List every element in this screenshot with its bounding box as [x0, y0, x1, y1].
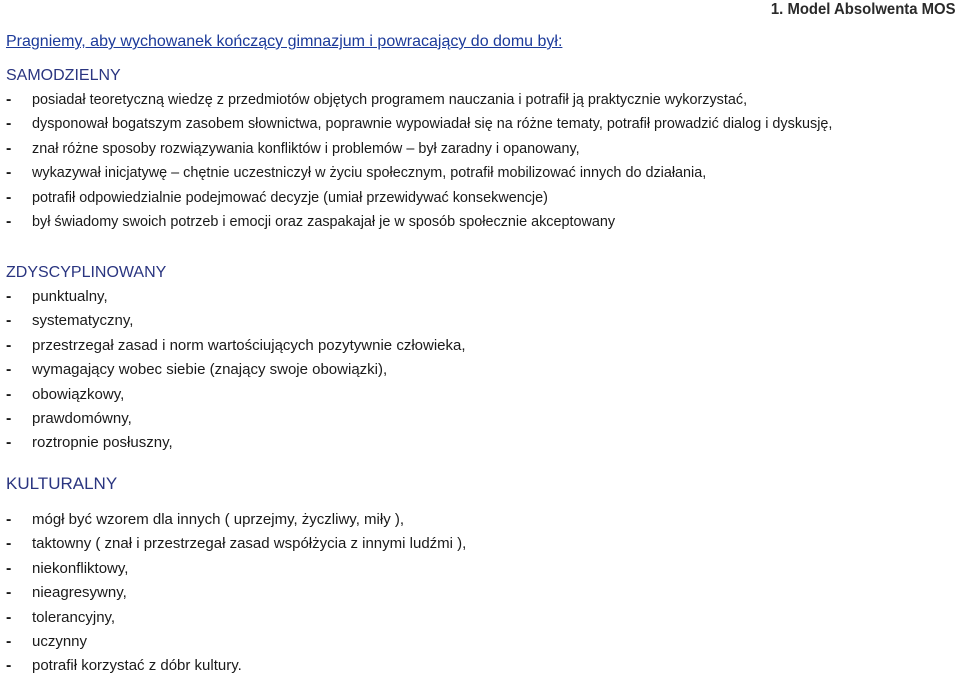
list-item — [6, 431, 956, 455]
section-zdyscyplinowany — [6, 261, 956, 456]
dash-bullet-icon: - — [6, 657, 12, 675]
document-title: 1. Model Absolwenta MOS — [771, 1, 956, 18]
list-item — [6, 358, 956, 382]
list-item-text: wymagający wobec siebie (znający swoje obowiązki), — [32, 361, 388, 379]
dash-bullet-icon: - — [6, 361, 12, 379]
dash-bullet-icon: - — [6, 633, 12, 651]
list-item — [6, 557, 956, 581]
list-item — [6, 407, 956, 431]
list-item — [6, 630, 956, 654]
dash-bullet-icon: - — [6, 535, 12, 553]
section-samodzielny — [6, 64, 956, 234]
list-item — [6, 285, 956, 309]
list-item-text: znał różne sposoby rozwiązywania konfliktów i problemów – był zaradny i opanowany, — [32, 140, 580, 157]
section-heading: SAMODZIELNY — [6, 67, 121, 84]
dash-bullet-icon: - — [6, 91, 12, 108]
intro-sentence: Pragniemy, aby wychowanek kończący gimnazjum i powracający do domu był: — [6, 33, 563, 50]
section-heading: KULTURALNY — [6, 474, 118, 493]
dash-bullet-icon: - — [6, 511, 12, 528]
list-item-text: roztropnie posłuszny, — [32, 434, 173, 452]
dash-bullet-icon: - — [6, 213, 12, 231]
list-item — [6, 532, 956, 556]
trait-list — [6, 285, 956, 456]
list-item — [6, 112, 956, 136]
list-item-text: punktualny, — [32, 288, 108, 305]
list-item-text: mógł być wzorem dla innych ( uprzejmy, życzliwy, miły ), — [32, 511, 405, 528]
list-item — [6, 508, 956, 532]
trait-list — [6, 88, 956, 234]
list-item-text: obowiązkowy, — [32, 385, 125, 403]
list-item — [6, 210, 956, 234]
section-kulturalny — [6, 472, 956, 679]
list-item-text: przestrzegał zasad i norm wartościujących pozytywnie człowieka, — [32, 336, 466, 354]
trait-list — [6, 508, 956, 679]
dash-bullet-icon: - — [6, 312, 12, 330]
dash-bullet-icon: - — [6, 336, 12, 354]
dash-bullet-icon: - — [6, 288, 12, 305]
list-item — [6, 137, 956, 161]
dash-bullet-icon: - — [6, 608, 12, 626]
list-item-text: taktowny ( znał i przestrzegał zasad współżycia z innymi ludźmi ), — [32, 535, 467, 553]
dash-bullet-icon: - — [6, 188, 12, 206]
list-item — [6, 309, 956, 333]
list-item-text: wykazywał inicjatywę – chętnie uczestniczył w życiu społecznym, potrafił mobilizować innych do działania, — [32, 165, 707, 182]
dash-bullet-icon: - — [6, 164, 12, 182]
list-item-text: niekonfliktowy, — [32, 559, 129, 577]
dash-bullet-icon: - — [6, 115, 12, 133]
list-item — [6, 334, 956, 358]
list-item-text: potrafił korzystać z dóbr kultury. — [32, 657, 242, 675]
dash-bullet-icon: - — [6, 559, 12, 577]
section-heading: ZDYSCYPLINOWANY — [6, 264, 167, 281]
dash-bullet-icon: - — [6, 139, 12, 157]
list-item-text: prawdomówny, — [32, 410, 132, 428]
list-item — [6, 581, 956, 605]
list-item-text: był świadomy swoich potrzeb i emocji oraz zaspakajał je w sposób społecznie akceptowany — [32, 214, 616, 231]
dash-bullet-icon: - — [6, 385, 12, 403]
dash-bullet-icon: - — [6, 410, 12, 428]
list-item-text: potrafił odpowiedzialnie podejmować decyzje (umiał przewidywać konsekwencje) — [32, 189, 548, 206]
dash-bullet-icon: - — [6, 434, 12, 452]
list-item-text: nieagresywny, — [32, 584, 127, 602]
list-item-text: dysponował bogatszym zasobem słownictwa, poprawnie wypowiadał się na różne tematy, potrafił prowadzić dialog i dyskusję, — [32, 116, 833, 133]
list-item — [6, 161, 956, 185]
list-item-text: uczynny — [32, 633, 88, 651]
list-item-text: systematyczny, — [32, 312, 134, 330]
list-item — [6, 88, 956, 112]
list-item — [6, 383, 956, 407]
dash-bullet-icon: - — [6, 584, 12, 602]
list-item-text: posiadał teoretyczną wiedzę z przedmiotów objętych programem nauczania i potrafił ją praktycznie wykorzystać, — [32, 92, 748, 108]
list-item — [6, 186, 956, 210]
list-item-text: tolerancyjny, — [32, 608, 116, 626]
list-item — [6, 606, 956, 630]
list-item — [6, 654, 956, 678]
